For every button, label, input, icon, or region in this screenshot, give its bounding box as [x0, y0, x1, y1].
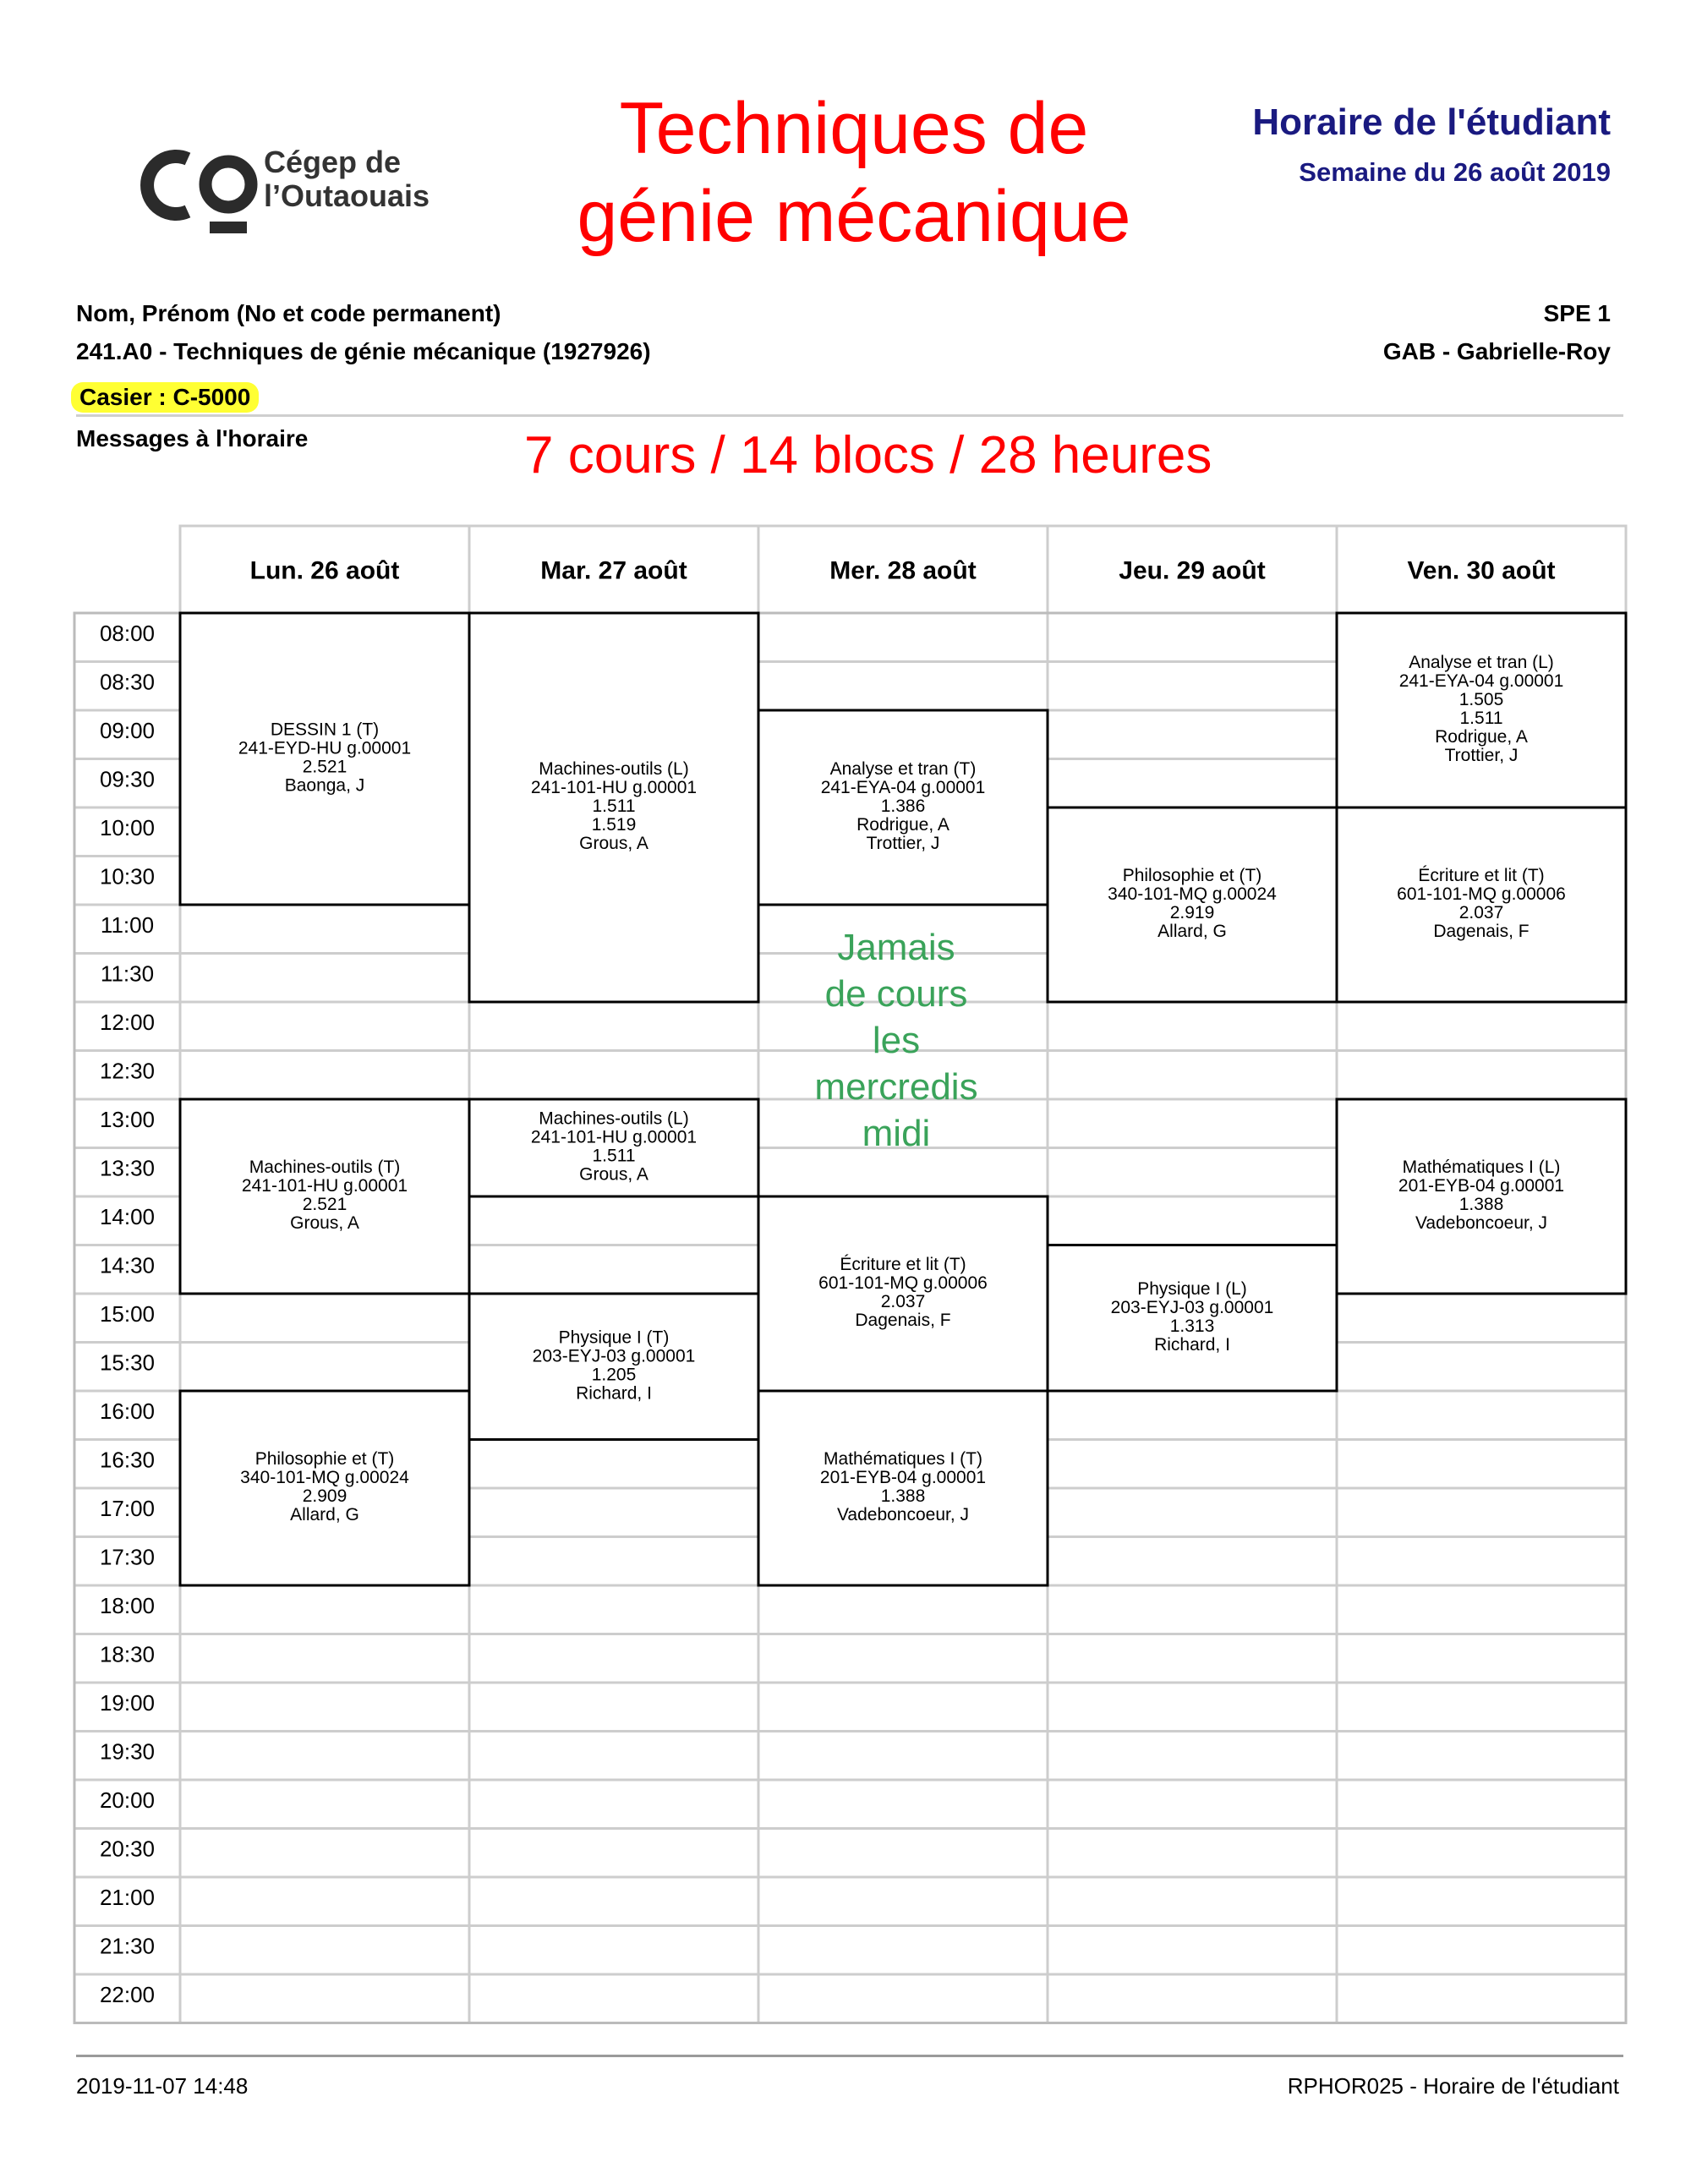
slot-cell	[469, 1683, 758, 1732]
course-block-line: 1.511	[1459, 709, 1503, 728]
time-label: 21:00	[99, 1885, 156, 1910]
slot-cell	[1337, 1051, 1626, 1100]
slot-cell	[1337, 1294, 1626, 1343]
course-block-line: 1.313	[1169, 1316, 1215, 1336]
course-block-line: 1.511	[592, 1146, 636, 1166]
slot-cell	[758, 662, 1048, 711]
slot-cell	[469, 1780, 758, 1829]
slot-cell	[1337, 1440, 1626, 1489]
course-block-line: Richard, I	[1154, 1334, 1230, 1355]
program-title-line-2: génie mécanique	[577, 176, 1131, 257]
time-label: 13:00	[99, 1107, 156, 1132]
course-block-line: 2.909	[302, 1486, 348, 1506]
slot-cell	[758, 1683, 1048, 1732]
slot-cell	[1337, 1634, 1626, 1683]
slot-cell	[1337, 1926, 1626, 1975]
slot-cell	[758, 1829, 1048, 1878]
course-block-line: 203-EYJ-03 g.00001	[1110, 1297, 1274, 1317]
course-block-line: Mathématiques I (L)	[1402, 1158, 1561, 1177]
course-block-line: Grous, A	[290, 1213, 359, 1233]
slot-cell	[469, 1245, 758, 1295]
slot-cell	[1337, 1829, 1626, 1878]
slot-cell	[1337, 1732, 1626, 1781]
note-line: de cours	[824, 973, 968, 1015]
course-block-line: Analyse et tran (T)	[829, 759, 977, 779]
time-label: 19:30	[99, 1738, 156, 1765]
slot-cell	[1048, 1488, 1337, 1537]
course-block-line: Dagenais, F	[855, 1311, 951, 1330]
course-block-line: 241-EYA-04 g.00001	[1398, 671, 1564, 691]
slot-cell	[1048, 759, 1337, 808]
course-block[interactable]	[758, 710, 1048, 905]
slot-cell	[469, 1974, 758, 2023]
course-block-line: Physique I (L)	[1137, 1278, 1247, 1299]
slot-cell	[469, 1926, 758, 1975]
slot-cell	[469, 1537, 758, 1586]
course-block-line: 2.521	[302, 757, 348, 777]
slot-cell	[1337, 1002, 1626, 1051]
day-header: Lun. 26 août	[249, 556, 400, 585]
slot-cell	[180, 1683, 469, 1732]
group-code: SPE 1	[1543, 300, 1611, 326]
course-block-line: 1.388	[880, 1486, 926, 1506]
slot-cell	[1048, 1148, 1337, 1197]
time-label: 12:30	[99, 1058, 156, 1084]
course-block[interactable]	[180, 1099, 469, 1294]
slot-cell	[469, 1732, 758, 1781]
document-title: Horaire de l'étudiant	[1252, 101, 1611, 143]
slot-cell	[1337, 1488, 1626, 1537]
course-block-line: Vadeboncoeur, J	[836, 1505, 970, 1524]
course-block-line: 201-EYB-04 g.00001	[1398, 1176, 1565, 1196]
course-block-line: Trottier, J	[866, 834, 940, 853]
slot-cell	[469, 1440, 758, 1489]
slot-cell	[180, 1634, 469, 1683]
slot-cell	[469, 1585, 758, 1634]
slot-cell	[1048, 710, 1337, 759]
slot-cell	[1337, 1585, 1626, 1634]
slot-cell	[758, 1780, 1048, 1829]
course-block-line: 2.037	[1458, 903, 1504, 922]
report-code: RPHOR025 - Horaire de l'étudiant	[1287, 2073, 1619, 2099]
note-line: midi	[862, 1113, 931, 1154]
slot-cell	[1048, 1877, 1337, 1926]
slot-cell	[1048, 613, 1337, 662]
slot-cell	[758, 1732, 1048, 1781]
campus-name: GAB - Gabrielle-Roy	[1382, 338, 1611, 364]
course-block[interactable]	[180, 1391, 469, 1585]
day-header: Mer. 28 août	[829, 556, 977, 585]
slot-cell	[1337, 1537, 1626, 1586]
course-block[interactable]	[180, 613, 469, 905]
time-label: 17:30	[99, 1544, 156, 1570]
time-label: 09:00	[99, 718, 156, 743]
course-block-line: Trottier, J	[1444, 746, 1519, 765]
slot-cell	[1048, 1829, 1337, 1878]
course-block-line: 1.386	[880, 796, 926, 816]
slot-cell	[180, 1294, 469, 1343]
time-label: 15:00	[99, 1301, 156, 1327]
course-block-line: Rodrigue, A	[1435, 727, 1528, 747]
slot-cell	[180, 1002, 469, 1051]
program-code: 241.A0 - Techniques de génie mécanique (1927926)	[76, 338, 651, 364]
course-block-line: Philosophie et (T)	[254, 1449, 395, 1469]
course-block-line: 601-101-MQ g.00006	[818, 1273, 988, 1293]
course-block-line: 2.919	[1169, 903, 1215, 922]
slot-cell	[180, 1585, 469, 1634]
slot-cell	[1048, 1537, 1337, 1586]
footer-divider	[76, 2055, 1623, 2057]
course-block-line: 241-101-HU g.00001	[530, 1127, 698, 1147]
course-block-line: Physique I (T)	[558, 1327, 670, 1348]
slot-cell	[180, 1974, 469, 2023]
slot-cell	[758, 1634, 1048, 1683]
logo-line-2: l’Outaouais	[264, 178, 430, 213]
note-line: les	[872, 1020, 921, 1061]
time-label: 10:00	[99, 815, 156, 840]
slot-cell	[469, 1051, 758, 1100]
slot-cell	[1048, 1196, 1337, 1245]
note-line: Jamais	[837, 927, 955, 968]
time-label: 11:30	[100, 961, 155, 987]
logo-line-1: Cégep de	[264, 145, 402, 179]
course-block[interactable]	[469, 613, 758, 1002]
course-block-line: Vadeboncoeur, J	[1415, 1213, 1548, 1233]
course-block-line: Philosophie et (T)	[1122, 866, 1262, 885]
time-label: 16:00	[99, 1399, 156, 1424]
slot-cell	[180, 1829, 469, 1878]
print-date: 2019-11-07 14:48	[76, 2073, 249, 2099]
locker-badge: Casier : C-5000	[71, 382, 259, 413]
program-title-line-1: Techniques de	[619, 88, 1089, 169]
course-block-line: 1.388	[1458, 1195, 1504, 1214]
time-label: 21:30	[99, 1933, 156, 1959]
course-block[interactable]	[758, 1391, 1048, 1585]
time-label: 08:00	[99, 621, 156, 646]
slot-cell	[758, 1926, 1048, 1975]
course-block[interactable]	[758, 1196, 1048, 1391]
course-block[interactable]	[1048, 807, 1337, 1002]
course-block-line: 601-101-MQ g.00006	[1397, 884, 1566, 904]
slot-cell	[469, 1829, 758, 1878]
slot-cell	[1048, 1634, 1337, 1683]
slot-cell	[1337, 1343, 1626, 1392]
course-block-line: Rodrigue, A	[856, 815, 949, 835]
time-label: 11:00	[100, 912, 155, 938]
slot-cell	[758, 1585, 1048, 1634]
time-label: 15:30	[99, 1349, 156, 1376]
time-label: 17:00	[99, 1496, 156, 1521]
time-label: 22:00	[99, 1982, 156, 2007]
slot-cell	[180, 1926, 469, 1975]
slot-cell	[469, 1877, 758, 1926]
course-block-line: Grous, A	[579, 834, 648, 853]
day-header: Jeu. 29 août	[1119, 556, 1266, 585]
slot-cell	[1048, 1051, 1337, 1100]
course-block[interactable]	[1337, 613, 1626, 807]
time-label: 10:30	[99, 863, 156, 889]
slot-cell	[1048, 662, 1337, 711]
slot-cell	[1048, 1926, 1337, 1975]
course-block[interactable]	[1337, 1099, 1626, 1294]
slot-cell	[180, 1051, 469, 1100]
slot-cell	[1048, 1099, 1337, 1148]
slot-cell	[1048, 1391, 1337, 1440]
course-block[interactable]	[469, 1294, 758, 1440]
course-block-line: 1.505	[1458, 690, 1504, 709]
slot-cell	[1048, 1585, 1337, 1634]
slot-cell	[180, 905, 469, 954]
slot-cell	[469, 1488, 758, 1537]
wednesday-note	[795, 924, 998, 1157]
time-label: 09:30	[99, 766, 156, 792]
slot-cell	[180, 1343, 469, 1392]
time-label: 14:30	[99, 1252, 156, 1278]
slot-cell	[1048, 1683, 1337, 1732]
slot-cell	[758, 613, 1048, 662]
slot-cell	[469, 1634, 758, 1683]
slot-cell	[1048, 1440, 1337, 1489]
course-block-line: 340-101-MQ g.00024	[1108, 884, 1277, 904]
slot-cell	[758, 1877, 1048, 1926]
course-block-line: Allard, G	[290, 1505, 359, 1524]
slot-cell	[1337, 1683, 1626, 1732]
course-block-line: Grous, A	[579, 1164, 648, 1185]
slot-cell	[1048, 1974, 1337, 2023]
course-block-line: Écriture et lit (T)	[1418, 866, 1545, 885]
course-block-line: 1.205	[591, 1365, 637, 1385]
slot-cell	[180, 1877, 469, 1926]
course-block-line: Richard, I	[576, 1383, 652, 1404]
slot-cell	[469, 1196, 758, 1245]
course-block-line: DESSIN 1 (T)	[270, 720, 380, 740]
course-block-line: 1.519	[591, 815, 637, 835]
time-label: 12:00	[99, 1010, 156, 1035]
slot-cell	[180, 954, 469, 1003]
slot-cell	[1048, 1732, 1337, 1781]
slot-cell	[758, 1974, 1048, 2023]
time-label: 18:00	[99, 1593, 156, 1618]
time-label: 14:00	[99, 1204, 156, 1229]
course-block-line: 203-EYJ-03 g.00001	[532, 1346, 696, 1366]
slot-cell	[1337, 1780, 1626, 1829]
slot-cell	[469, 1002, 758, 1051]
slot-cell	[1048, 1002, 1337, 1051]
course-block-line: 1.511	[592, 796, 636, 816]
course-block-line: Machines-outils (T)	[249, 1158, 401, 1177]
course-block-line: 241-EYA-04 g.00001	[820, 778, 986, 797]
time-label: 19:00	[99, 1690, 156, 1716]
course-block-line: Machines-outils (L)	[539, 759, 689, 779]
week-title: Semaine du 26 août 2019	[1299, 157, 1611, 187]
slot-cell	[180, 1732, 469, 1781]
slot-cell	[1337, 1877, 1626, 1926]
slot-cell	[1337, 1391, 1626, 1440]
course-block-line: 241-EYD-HU g.00001	[238, 738, 412, 758]
note-line: mercredis	[814, 1066, 978, 1108]
course-block-line: 241-101-HU g.00001	[241, 1176, 408, 1196]
time-label: 20:00	[99, 1787, 156, 1813]
course-block-line: 201-EYB-04 g.00001	[819, 1468, 987, 1487]
day-header: Ven. 30 août	[1407, 556, 1556, 585]
course-block-line: Écriture et lit (T)	[840, 1255, 966, 1274]
course-block-line: 2.037	[880, 1292, 926, 1311]
time-label: 13:30	[99, 1155, 156, 1181]
course-block-line: Baonga, J	[284, 775, 365, 796]
course-block-line: 241-101-HU g.00001	[530, 778, 698, 797]
course-block-line: Machines-outils (L)	[539, 1108, 689, 1129]
course-block-line: 340-101-MQ g.00024	[240, 1468, 409, 1487]
slot-cell	[1048, 1780, 1337, 1829]
time-label: 20:30	[99, 1836, 156, 1862]
course-block[interactable]	[469, 1099, 758, 1196]
course-block[interactable]	[1337, 807, 1626, 1002]
course-block-line: Mathématiques I (T)	[824, 1449, 982, 1469]
student-name-label: Nom, Prénom (No et code permanent)	[76, 300, 501, 326]
time-label: 08:30	[99, 669, 156, 695]
slot-cell	[1337, 1974, 1626, 2023]
course-block-line: Dagenais, F	[1433, 922, 1530, 941]
course-summary: 7 cours / 14 blocs / 28 heures	[524, 426, 1212, 484]
messages-label: Messages à l'horaire	[76, 425, 309, 452]
course-block-line: Allard, G	[1157, 922, 1227, 941]
slot-cell	[180, 1780, 469, 1829]
day-header: Mar. 27 août	[540, 556, 687, 585]
time-label: 18:30	[99, 1641, 156, 1667]
course-block-line: 2.521	[302, 1195, 348, 1214]
time-label: 16:30	[99, 1447, 156, 1473]
course-block-line: Analyse et tran (L)	[1409, 653, 1554, 672]
course-block[interactable]	[1048, 1245, 1337, 1392]
